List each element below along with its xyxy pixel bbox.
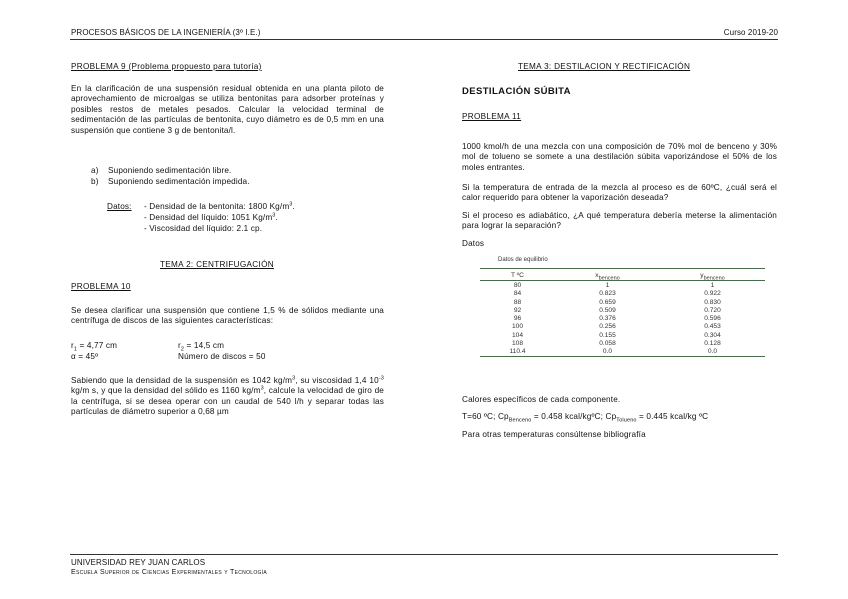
table-row: 100 0.256 0.453 bbox=[511, 323, 721, 331]
footer-school: Escuela Superior de Ciencias Experimentales y Tecnología bbox=[71, 569, 268, 576]
table-header-cell: T ºC bbox=[511, 271, 524, 279]
table-caption: Datos de equilibrio bbox=[498, 257, 548, 263]
datos-heading: Datos bbox=[462, 239, 485, 248]
table-row: 84 0.823 0.922 bbox=[513, 290, 721, 298]
item-marker: b) bbox=[91, 177, 99, 186]
section-heading: DESTILACIÓN SÚBITA bbox=[462, 86, 571, 97]
footer-rule bbox=[70, 554, 778, 555]
table-row: 92 0.509 0.720 bbox=[513, 306, 721, 314]
specific-heats-values: T=60 ºC; $Cp_{Benceno} = 0.458$ kcal/kgºC; $Cp_{Tolueno} = 0.445$ kcal/kg ºC bbox=[462, 412, 709, 424]
item-marker: a) bbox=[91, 166, 99, 175]
tema-2-heading: TEMA 2: CENTRIFUGACIÓN bbox=[160, 260, 274, 269]
problem-10-text: Se desea clarificar una suspensión que contiene 1,5 % de sólidos mediante una centrífuga de discos de las siguientes características: bbox=[71, 306, 384, 326]
table-header-cell: $y_{benceno}$ bbox=[700, 271, 725, 281]
table-bottom-rule bbox=[480, 356, 765, 357]
header-academic-year: Curso 2019-20 bbox=[723, 28, 778, 37]
table-row: 110.4 0.0 0.0 bbox=[509, 348, 718, 356]
r2-value: $r_2 = 14,5$ cm bbox=[178, 341, 225, 353]
item-text: Suponiendo sedimentación libre. bbox=[108, 166, 232, 175]
table-header-row bbox=[480, 271, 765, 279]
table-row: 104 0.155 0.304 bbox=[511, 331, 721, 339]
problem-9-title: PROBLEMA 9 (Problema propuesto para tutoría) bbox=[71, 62, 262, 71]
equilibrium-table bbox=[480, 271, 765, 357]
question-2: Si el proceso es adiabático, ¿A qué temperatura debería meterse la alimentación para lograr la separación? bbox=[462, 211, 777, 231]
footer-university: UNIVERSIDAD REY JUAN CARLOS bbox=[71, 558, 206, 567]
datos-line-1: - Densidad de la bentonita: 1800 $Kg/m^3$. bbox=[144, 201, 295, 211]
bibliography-note: Para otras temperaturas consúltense bibliografía bbox=[462, 430, 646, 439]
table-row: 96 0.376 0.596 bbox=[513, 315, 721, 323]
r1-value: $r_1 = 4,77$ cm bbox=[71, 341, 118, 353]
problem-9-text: En la clarificación de una suspensión residual obtenida en una planta piloto de aprovechamiento de microalgas se utiliza bentonitas para adsorber proteínas y posibles restos de metales pesados. Calcular la velocidad terminal de sedimentación de las partículas de bentonita, cuyo diámetro es de 0,5 mm en una suspensión que contiene 3 g de bentonita/l. bbox=[71, 84, 384, 135]
datos-line-3: - Viscosidad del líquido: 2.1 cp. bbox=[144, 224, 263, 233]
table-top-rule bbox=[480, 268, 765, 269]
tema-3-heading: TEMA 3: DESTILACION Y RECTIFICACIÓN bbox=[518, 62, 691, 71]
problem-9-item-b bbox=[91, 177, 250, 187]
datos-line-2: - Densidad del líquido: 1051 $Kg/m^3$. bbox=[144, 212, 278, 222]
datos-label: Datos: bbox=[107, 202, 132, 211]
table-row: 88 0.659 0.830 bbox=[513, 298, 721, 306]
alpha-value: α = 45º bbox=[71, 352, 99, 361]
table-header-cell: $x_{benceno}$ bbox=[595, 271, 620, 281]
discs-count: Número de discos = 50 bbox=[178, 352, 266, 361]
problem-11-text: 1000 kmol/h de una mezcla con una composición de 70% mol de benceno y 30% mol de tolueno se somete a una destilación súbita vaporizándose el 50% de los moles entrantes. bbox=[462, 142, 777, 172]
table-row: 108 0.058 0.128 bbox=[511, 340, 721, 348]
item-text: Suponiendo sedimentación impedida. bbox=[108, 177, 250, 186]
header-rule bbox=[70, 39, 778, 40]
problem-10-title: PROBLEMA 10 bbox=[71, 282, 131, 291]
problem-11-title: PROBLEMA 11 bbox=[462, 112, 522, 121]
table-row: 80 1 1 bbox=[513, 281, 715, 289]
specific-heats-heading: Calores específicos de cada componente. bbox=[462, 395, 621, 404]
header-course-title: PROCESOS BÁSICOS DE LA INGENIERÍA (3º I.E.) bbox=[71, 28, 261, 37]
problem-10-text-2: Sabiendo que la densidad de la suspensión es 1042 $kg/m^3$, su viscosidad 1,4 $10^{-3}$ kg/m s, y que la densidad del sólido es 1160 $kg/m^3$, calcule la velocidad de giro de la centrífuga, si se desea operar con un caudal de 540 l/h y separar todas las partículas de diámetro superior a 0,68 µm bbox=[71, 375, 384, 417]
problem-9-item-a bbox=[91, 166, 232, 176]
question-1: Si la temperatura de entrada de la mezcla al proceso es de 60ºC, ¿cuál será el calor requerido para obtener la vaporización deseada? bbox=[462, 183, 777, 203]
